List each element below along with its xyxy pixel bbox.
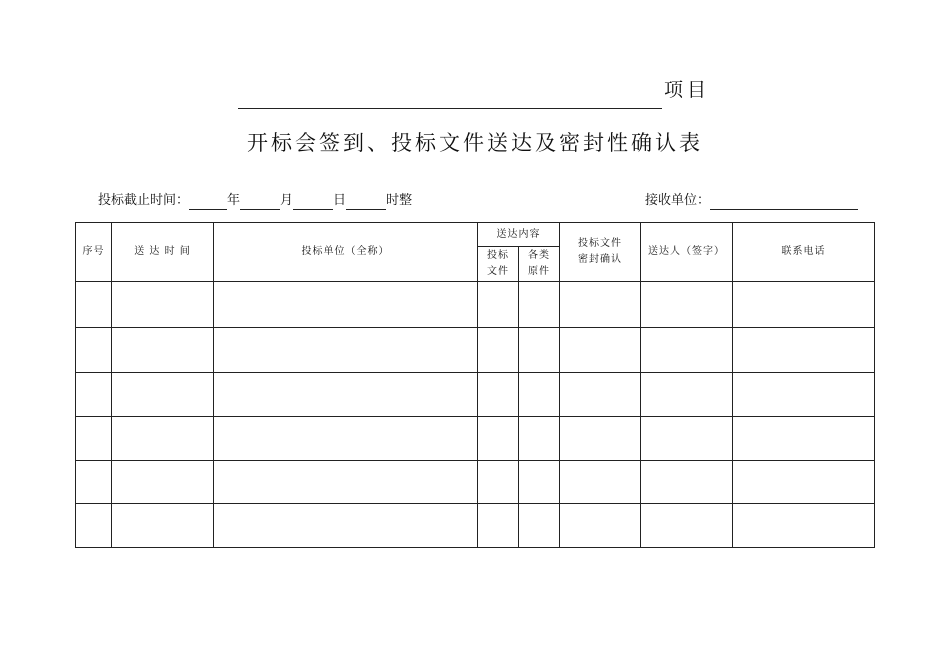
day-blank[interactable]: [293, 192, 333, 210]
header-time: 送 达 时 间: [112, 223, 214, 282]
sign-in-table: [75, 222, 875, 548]
cell-content-bid[interactable]: [478, 461, 519, 504]
cell-seal[interactable]: [560, 328, 641, 373]
cell-content-bid[interactable]: [478, 373, 519, 417]
day-label: 日: [333, 193, 347, 208]
cell-time[interactable]: [112, 373, 214, 417]
cell-time[interactable]: [112, 282, 214, 328]
header-seal-line1: 投标文件: [578, 238, 622, 249]
cell-sender[interactable]: [641, 461, 733, 504]
cell-phone[interactable]: [733, 282, 875, 328]
cell-content-bid[interactable]: [478, 417, 519, 461]
header-content-bid-line1: 投标: [487, 250, 509, 261]
cell-content-orig[interactable]: [519, 417, 560, 461]
form-title: 开标会签到、投标文件送达及密封性确认表: [247, 131, 703, 155]
cell-time[interactable]: [112, 461, 214, 504]
header-phone: 联系电话: [733, 223, 875, 282]
cell-seal[interactable]: [560, 461, 641, 504]
cell-phone[interactable]: [733, 417, 875, 461]
cell-seal[interactable]: [560, 373, 641, 417]
table-row: [76, 373, 875, 417]
cell-sender[interactable]: [641, 504, 733, 548]
header-seal-line2: 密封确认: [578, 254, 622, 265]
month-label: 月: [280, 193, 294, 208]
receiver-label: 接收单位：: [645, 193, 711, 208]
cell-sender[interactable]: [641, 282, 733, 328]
header-index: 序号: [76, 223, 112, 282]
receiver-row: [645, 192, 858, 210]
cell-time[interactable]: [112, 328, 214, 373]
project-underline: [238, 108, 662, 109]
cell-content-bid[interactable]: [478, 328, 519, 373]
cell-content-bid[interactable]: [478, 282, 519, 328]
cell-phone[interactable]: [733, 328, 875, 373]
cell-index[interactable]: [76, 461, 112, 504]
header-bidder: 投标单位（全称）: [214, 223, 478, 282]
cell-phone[interactable]: [733, 373, 875, 417]
cell-seal[interactable]: [560, 504, 641, 548]
header-content-orig-line2: 原件: [528, 266, 550, 277]
year-blank[interactable]: [189, 192, 227, 210]
table-row: [76, 328, 875, 373]
cell-bidder[interactable]: [214, 417, 478, 461]
cell-index[interactable]: [76, 504, 112, 548]
hour-label: 时整: [386, 193, 413, 208]
project-label: 项目: [664, 79, 711, 101]
table-row: [76, 417, 875, 461]
header-content-orig: [519, 247, 560, 282]
cell-content-orig[interactable]: [519, 328, 560, 373]
table-body: [76, 282, 875, 548]
cell-bidder[interactable]: [214, 282, 478, 328]
header-content-bid-line2: 文件: [487, 266, 509, 277]
header-seal: [560, 223, 641, 282]
cell-seal[interactable]: [560, 417, 641, 461]
cell-bidder[interactable]: [214, 461, 478, 504]
table-row: [76, 504, 875, 548]
cell-content-orig[interactable]: [519, 373, 560, 417]
cell-time[interactable]: [112, 417, 214, 461]
cell-sender[interactable]: [641, 328, 733, 373]
cell-content-orig[interactable]: [519, 461, 560, 504]
cell-sender[interactable]: [641, 373, 733, 417]
cell-content-orig[interactable]: [519, 282, 560, 328]
header-content-orig-line1: 各类: [528, 250, 550, 261]
cell-content-orig[interactable]: [519, 504, 560, 548]
year-label: 年: [227, 193, 241, 208]
table-row: [76, 461, 875, 504]
receiver-blank[interactable]: [710, 192, 858, 210]
cell-bidder[interactable]: [214, 373, 478, 417]
table-row: [76, 282, 875, 328]
hour-blank[interactable]: [346, 192, 386, 210]
cell-phone[interactable]: [733, 461, 875, 504]
header-sender: 送达人（签字）: [641, 223, 733, 282]
cell-index[interactable]: [76, 373, 112, 417]
cell-bidder[interactable]: [214, 504, 478, 548]
deadline-label: 投标截止时间：: [98, 193, 190, 208]
cell-index[interactable]: [76, 282, 112, 328]
header-content-bid: [478, 247, 519, 282]
cell-content-bid[interactable]: [478, 504, 519, 548]
month-blank[interactable]: [240, 192, 280, 210]
cell-seal[interactable]: [560, 282, 641, 328]
cell-time[interactable]: [112, 504, 214, 548]
cell-index[interactable]: [76, 328, 112, 373]
deadline-row: [98, 192, 412, 210]
cell-phone[interactable]: [733, 504, 875, 548]
cell-index[interactable]: [76, 417, 112, 461]
header-content: 送达内容: [478, 223, 560, 247]
cell-bidder[interactable]: [214, 328, 478, 373]
cell-sender[interactable]: [641, 417, 733, 461]
